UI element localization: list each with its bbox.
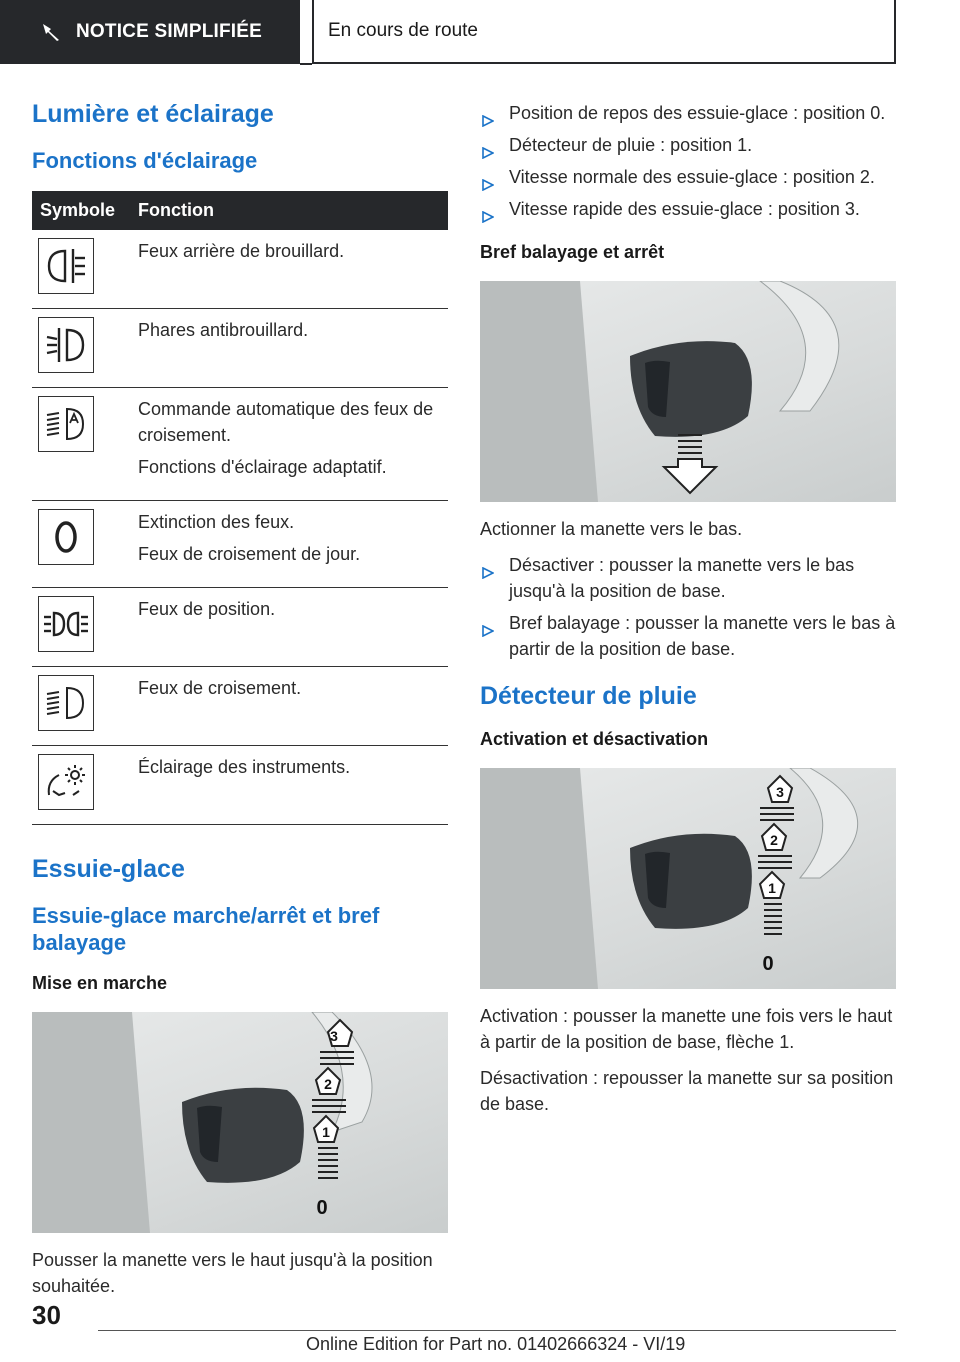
- table-row: [32, 500, 448, 587]
- header-section: [312, 0, 896, 64]
- function-text: Feux de croisement.: [138, 677, 302, 698]
- heading-rain-sensor: Détecteur de pluie: [480, 682, 697, 710]
- triangle-bullet-icon: [482, 172, 494, 198]
- activation-text: Activation : pousser la manette une fois vers le haut à partir de la position de base, flèche 1.: [480, 1006, 893, 1052]
- table-row: [32, 666, 448, 745]
- table-header-row: [32, 191, 448, 230]
- heading-brief-wipe: Bref balayage et arrêt: [480, 242, 665, 262]
- footer-edition: Online Edition for Part no. 01402666324 - VI/19: [306, 1334, 686, 1354]
- rain-sensor-figure: [480, 768, 896, 989]
- deactivation-text: Désactivation : repousser la manette sur sa position de base.: [480, 1068, 894, 1114]
- low-beam-icon: [38, 675, 94, 731]
- function-text: Feux arrière de brouillard.: [138, 240, 345, 261]
- function-text: Commande automatique des feux de croisement.: [138, 398, 434, 445]
- figure-label: 2: [770, 832, 778, 848]
- auto-headlight-icon: [38, 396, 94, 452]
- front-fog-light-icon: [38, 317, 94, 373]
- left-column: [32, 100, 448, 1309]
- lights-off-icon: [38, 509, 94, 565]
- figure-label: 1: [768, 880, 776, 896]
- footer-divider: [98, 1330, 896, 1331]
- header-tab-label: NOTICE SIMPLIFIÉE: [76, 21, 263, 42]
- col-symbol: Symbole: [32, 191, 130, 230]
- heading-light-functions: Fonctions d'éclairage: [32, 148, 258, 173]
- lighting-table: [32, 191, 448, 825]
- list-item: Vitesse normale des essuie-glace : position 2.: [480, 164, 896, 190]
- header-divider: [300, 63, 312, 65]
- table-row: [32, 230, 448, 309]
- table-row: [32, 308, 448, 387]
- figure-label: 2: [324, 1075, 332, 1092]
- heading-wipers-onoff: Essuie-glace marche/arrêt et bref balayage: [32, 902, 380, 955]
- positions-list: [480, 100, 896, 222]
- wiper-stalk-up-figure: [32, 1012, 448, 1233]
- instrument-lighting-icon: [38, 754, 94, 810]
- triangle-bullet-icon: [482, 618, 494, 644]
- figure-label: 0: [316, 1196, 328, 1219]
- heading-wipers: Essuie-glace: [32, 854, 185, 883]
- function-text: Éclairage des instruments.: [138, 756, 351, 777]
- right-column: [480, 100, 896, 1127]
- col-function: Fonction: [130, 191, 448, 230]
- figure-label: 3: [776, 784, 784, 800]
- list-item: Détecteur de pluie : position 1.: [480, 132, 896, 158]
- wiper-stalk-down-figure: [480, 281, 896, 502]
- rear-fog-light-icon: [38, 238, 94, 294]
- parking-lights-icon: [38, 596, 94, 652]
- heading-start: Mise en marche: [32, 972, 168, 993]
- function-text: Feux de position.: [138, 598, 276, 619]
- caption-start: Pousser la manette vers le haut jusqu'à la position souhaitée.: [32, 1249, 433, 1296]
- table-row: [32, 387, 448, 500]
- triangle-bullet-icon: [482, 108, 494, 134]
- table-row: [32, 587, 448, 666]
- function-text: Extinction des feux.: [138, 511, 295, 532]
- triangle-bullet-icon: [482, 140, 494, 166]
- header-section-label: En cours de route: [328, 20, 478, 41]
- function-text: Feux de croisement de jour.: [138, 543, 361, 564]
- list-item: Position de repos des essuie-glace : position 0.: [480, 100, 896, 126]
- function-text: Phares antibrouillard.: [138, 319, 309, 340]
- page-number: 30: [32, 1300, 61, 1330]
- function-text: Fonctions d'éclairage adaptatif.: [138, 456, 387, 477]
- caption-brief: Actionner la manette vers le bas.: [480, 519, 743, 539]
- list-item: Bref balayage : pousser la manette vers le bas à partir de la position de base.: [480, 610, 896, 662]
- list-item: Vitesse rapide des essuie-glace : position 3.: [480, 196, 896, 222]
- list-item: Désactiver : pousser la manette vers le bas jusqu'à la position de base.: [480, 552, 896, 604]
- brief-list: [480, 552, 896, 662]
- table-row: [32, 745, 448, 824]
- triangle-bullet-icon: [482, 560, 494, 586]
- figure-label: 3: [330, 1027, 338, 1044]
- star-icon: [40, 21, 62, 43]
- triangle-bullet-icon: [482, 204, 494, 230]
- heading-lighting: Lumière et éclairage: [32, 100, 274, 128]
- figure-label: 0: [762, 953, 774, 975]
- heading-activation: Activation et désactivation: [480, 729, 709, 749]
- figure-label: 1: [322, 1123, 330, 1140]
- header-tab[interactable]: [0, 0, 300, 64]
